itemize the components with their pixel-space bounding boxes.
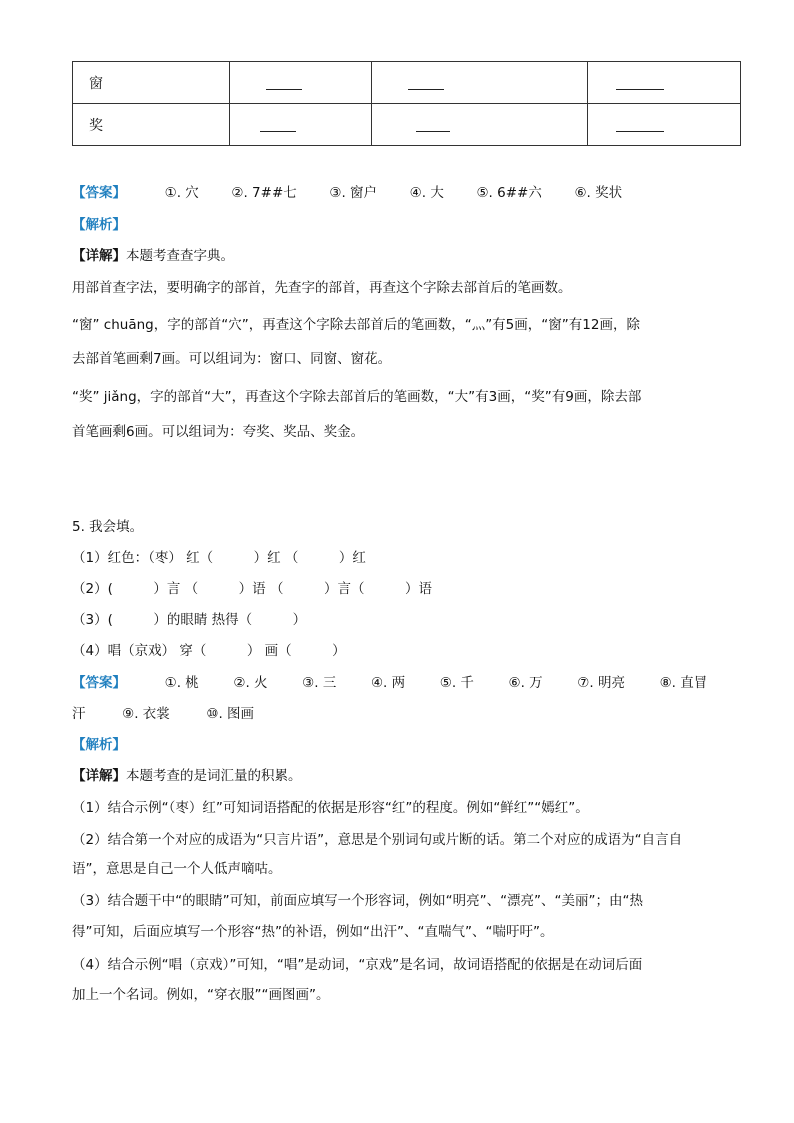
- text-line: （2）结合第一个对应的成语为“只言片语”，意思是个别词句或片断的话。第二个对应的成语为“自言自: [72, 832, 683, 848]
- answer-item: ②. 7##七: [231, 185, 297, 201]
- answer-item: ①. 穴: [164, 185, 199, 201]
- text-line: （1）结合示例“（枣）红”可知词语搭配的依据是形容“红”的程度。例如“鲜红”“嫣红”。: [72, 800, 589, 816]
- question-line: （4）唱（京戏） 穿（ ） 画（ ）: [72, 643, 346, 659]
- answer-item: ⑤. 6##六: [476, 185, 542, 201]
- answer-blank-cell[interactable]: [230, 104, 372, 146]
- answer-item: ⑤. 千: [439, 675, 474, 691]
- detail-tag: 【详解】: [72, 768, 126, 784]
- text-line: 去部首笔画剩7画。可以组词为：窗口、同窗、窗花。: [72, 351, 392, 367]
- text-line: “奖” jiǎng，字的部首“大”，再查这个字除去部首后的笔画数，“大”有3画，“奖”有9画，除去部: [72, 389, 642, 405]
- answer-item: ②. 火: [233, 675, 268, 691]
- answer-blank-cell[interactable]: [588, 62, 741, 104]
- detail-line: [72, 766, 302, 786]
- answer-item: ⑩. 图画: [206, 706, 255, 722]
- text-line: 本题考查查字典。: [126, 248, 234, 264]
- question-line: （1）红色：（枣） 红（ ）红 （ ）红: [72, 550, 366, 566]
- answer-line: [72, 673, 707, 693]
- text-line: 首笔画剩6画。可以组词为：夸奖、奖品、奖金。: [72, 424, 365, 440]
- table-row: [73, 104, 741, 146]
- answer-item: ⑦. 明亮: [577, 675, 625, 691]
- answer-blank-cell[interactable]: [230, 62, 372, 104]
- text-line: “窗” chuāng，字的部首“穴”，再查这个字除去部首后的笔画数，“灬”有5画，“窗”有12画，除: [72, 317, 640, 333]
- answer-item: ⑨. 衣裳: [122, 706, 170, 722]
- table-cell-char: 窗: [73, 62, 230, 104]
- table-cell-char: 奖: [73, 104, 230, 146]
- text-line: 语”，意思是自己一个人低声嘀咕。: [72, 861, 282, 877]
- answer-tag: 【答案】: [72, 675, 126, 691]
- answer-item: ①. 桃: [164, 675, 199, 691]
- answer-blank-cell[interactable]: [372, 62, 588, 104]
- text-line: （4）结合示例“唱（京戏）”可知，“唱”是动词，“京戏”是名词，故词语搭配的依据是在动词后面: [72, 957, 643, 973]
- table-row: [73, 62, 741, 104]
- answer-item: 汗: [72, 706, 86, 722]
- detail-tag: 【详解】: [72, 248, 126, 264]
- question-line: （2）( ）言 （ ）语 （ ）言（ ）语: [72, 581, 432, 597]
- detail-line: [72, 246, 234, 266]
- answer-line: [72, 183, 622, 203]
- analysis-tag: 【解析】: [72, 737, 126, 753]
- answer-item: ⑧. 直冒: [659, 675, 708, 691]
- question-title: 5. 我会填。: [72, 519, 144, 535]
- text-line: 加上一个名词。例如，“穿衣服”“画图画”。: [72, 987, 330, 1003]
- answer-line-continued: [72, 704, 254, 724]
- stroke-table: [72, 61, 741, 146]
- answer-blank-cell[interactable]: [372, 104, 588, 146]
- question-line: （3）( ）的眼睛 热得（ ）: [72, 612, 307, 628]
- answer-item: ⑥. 万: [508, 675, 543, 691]
- answer-item: ③. 三: [302, 675, 337, 691]
- answer-item: ④. 两: [370, 675, 406, 691]
- answer-tag: 【答案】: [72, 185, 126, 201]
- text-line: （3）结合题干中“的眼睛”可知，前面应填写一个形容词，例如“明亮”、“漂亮”、“美丽”；由“热: [72, 893, 644, 909]
- analysis-tag: 【解析】: [72, 217, 126, 233]
- answer-item: ④. 大: [409, 185, 444, 201]
- text-line: 用部首查字法，要明确字的部首，先查字的部首，再查这个字除去部首后的笔画数。: [72, 280, 572, 296]
- text-line: 本题考查的是词汇量的积累。: [126, 768, 302, 784]
- answer-item: ③. 窗户: [329, 185, 378, 201]
- answer-item: ⑥. 奖状: [574, 185, 623, 201]
- text-line: 得”可知，后面应填写一个形容“热”的补语，例如“出汗”、“直喘气”、“喘吁吁”。: [72, 924, 554, 940]
- answer-blank-cell[interactable]: [588, 104, 741, 146]
